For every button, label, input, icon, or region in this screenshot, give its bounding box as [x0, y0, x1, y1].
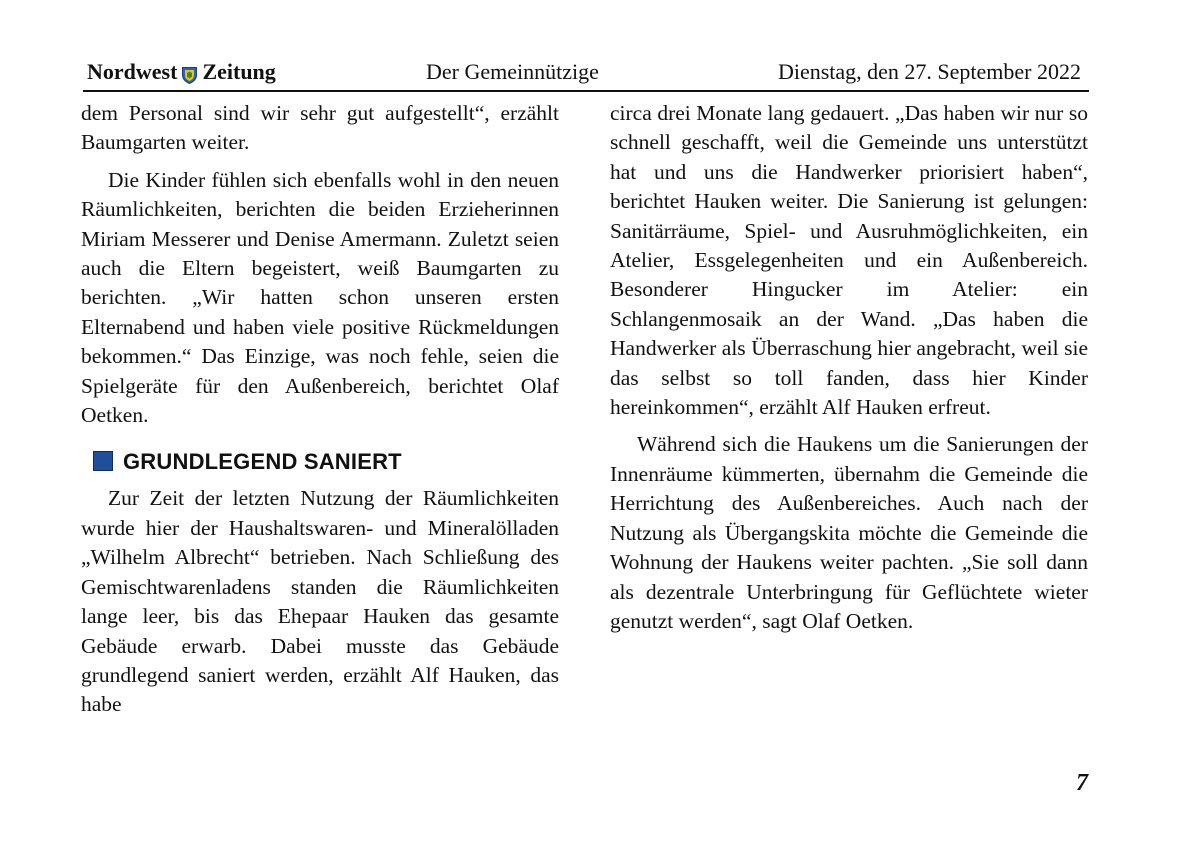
page-header — [83, 56, 1089, 92]
paragraph: Zur Zeit der letzten Nutzung der Räumlichkeiten wurde hier der Haushaltswaren- und Mineralölladen „Wilhelm Albrecht“ betrieben. Nach Schließung des Gemischtwarenladens standen die Räumlichkeiten lange leer, bis das Ehepaar Hauken das gesamte Gebäude erwarb. Dabei musste das Gebäude grundlegend saniert werden, erzählt Alf Hauken, das habe — [81, 486, 559, 717]
left-column — [81, 99, 559, 720]
newspaper-masthead — [87, 59, 276, 85]
masthead-word-left: Nordwest — [87, 59, 178, 84]
issue-date: Dienstag, den 27. September 2022 — [777, 59, 1081, 84]
paragraph: circa drei Monate lang gedauert. „Das haben wir nur so schnell geschafft, weil die Gemeinde uns unterstützt hat und uns die Handwerker priorisiert haben“, berichtet Hauken weiter. Die Sanierung ist gelungen: Sanitärräume, Spiel- und Ausruhmöglichkeiten, ein Atelier, Essgelegenheiten und ein Außenbereich. Besonderer Hingucker im Atelier: ein Schlangenmosaik an der Wand. „Das haben die Handwerker als Überraschung hier angebracht, weil sie das selbst so toll fanden, dass hier Kinder hereinkommen“, erzählt Alf Hauken erfreut. — [610, 101, 1088, 420]
subheading — [93, 446, 559, 476]
subheading-text: GRUNDLEGEND SANIERT — [123, 448, 402, 474]
paragraph: Die Kinder fühlen sich ebenfalls wohl in den neuen Räumlichkeiten, berichten die beiden Erzieherinnen Miriam Messerer und Denise Amermann. Zuletzt seien auch die Eltern begeistert, weiß Baumgarten zu berichten. „Wir hatten schon unseren ersten Elternabend und haben viele positive Rückmeldungen bekommen.“ Das Einzige, was noch fehle, seien die Spielgeräte für den Außenbereich, berichtet Olaf Oetken. — [81, 167, 559, 428]
coat-of-arms-icon — [182, 64, 197, 81]
section-title: Der Gemeinnützige — [426, 59, 599, 84]
paragraph: dem Personal sind wir sehr gut aufgestellt“, erzählt Baumgarten weiter. — [81, 101, 559, 155]
masthead-word-right: Zeitung — [202, 59, 276, 84]
right-column — [610, 99, 1088, 636]
paragraph: Während sich die Haukens um die Sanierungen der Innenräume kümmerten, übernahm die Gemeinde die Herrichtung des Außenbereiches. Auch nach der Nutzung als Übergangskita möchte die Gemeinde die Wohnung der Haukens weiter pachten. „Sie soll dann als dezentrale Unterbringung für Geflüchtete wieter genutzt werden“, sagt Olaf Oetken. — [610, 432, 1088, 633]
page-number: 7 — [1076, 770, 1088, 796]
square-bullet-icon — [93, 451, 113, 471]
